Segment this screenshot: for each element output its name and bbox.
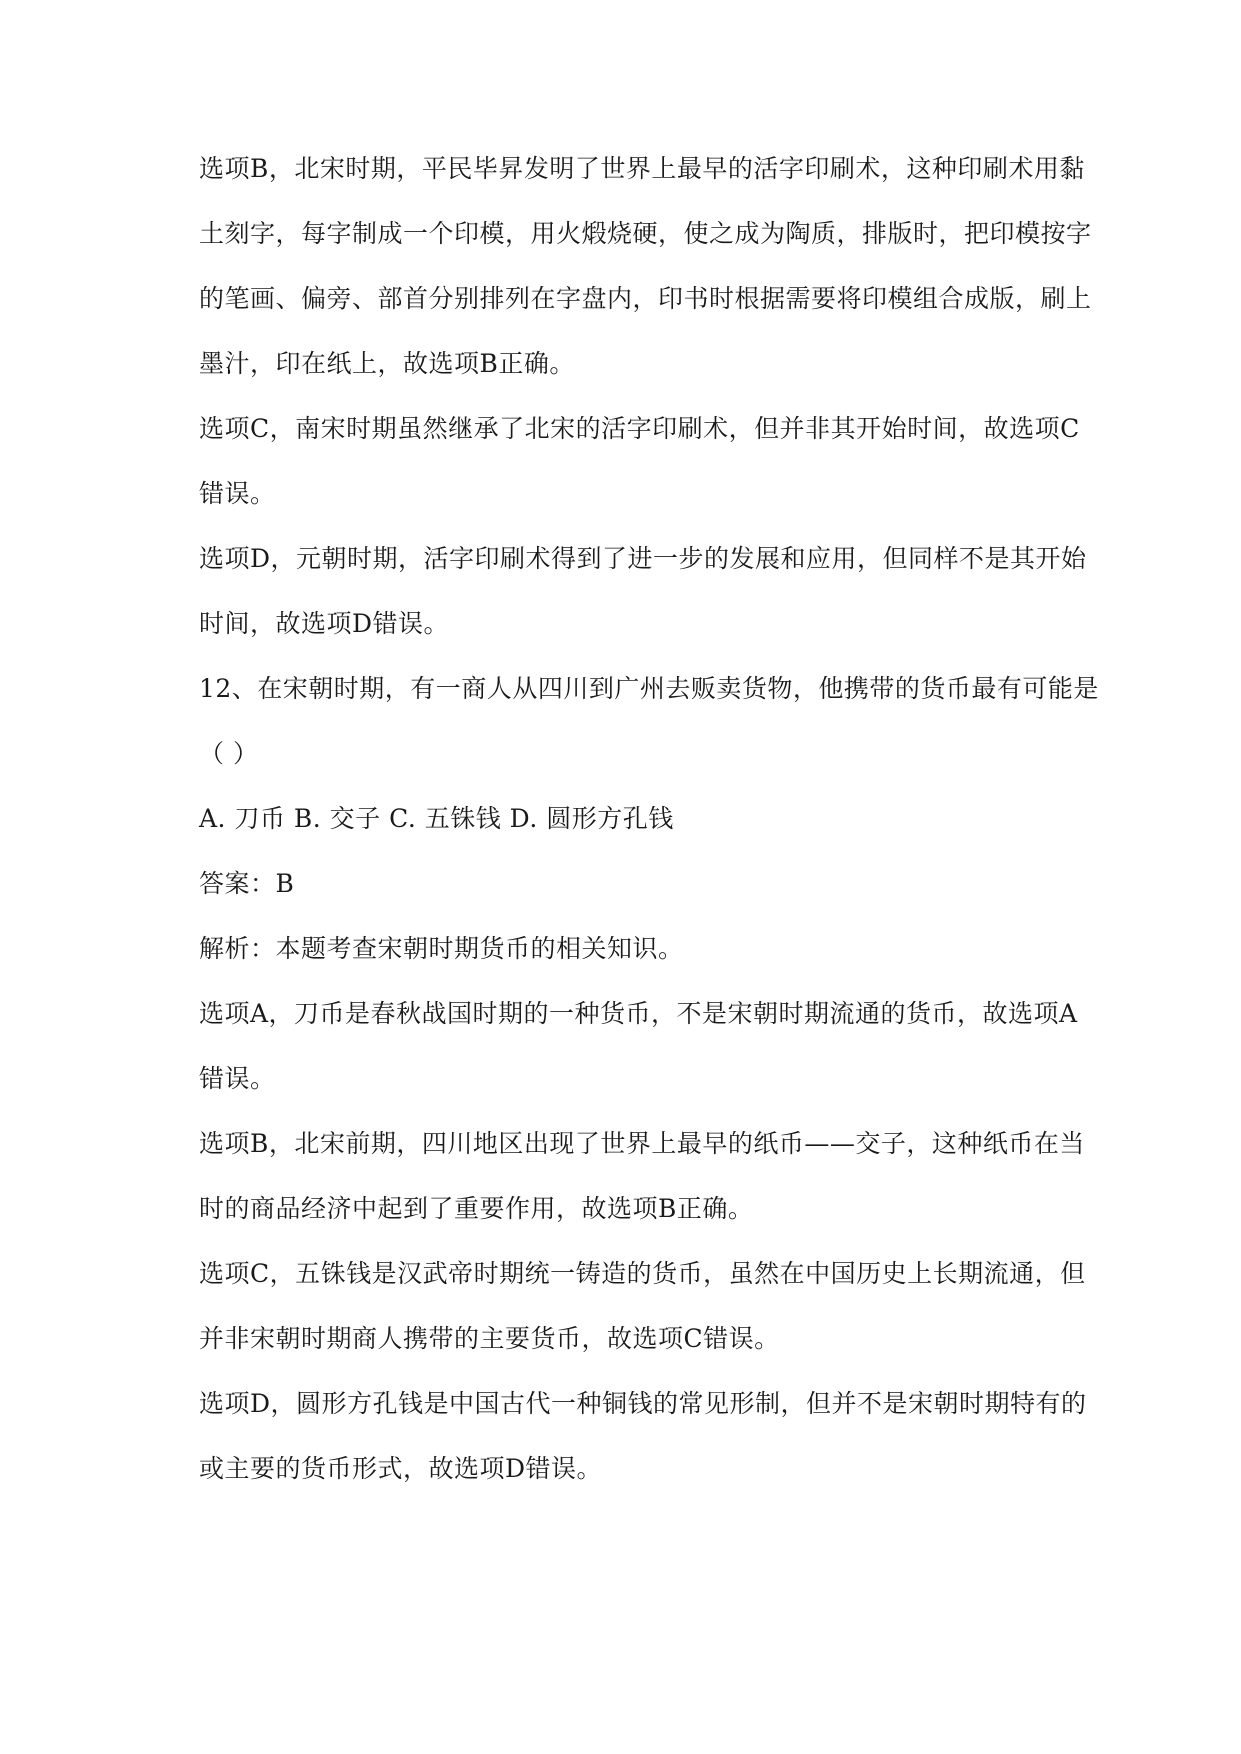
explanation-option-b: 选项B，北宋前期，四川地区出现了世界上最早的纸币——交子，这种纸币在当时的商品经济中起到了重要作用，故选项B正确。 [199, 1129, 1085, 1223]
explanation-option-d: 选项D，圆形方孔钱是中国古代一种铜钱的常见形制，但并不是宋朝时期特有的或主要的货币形式，故选项D错误。 [199, 1389, 1087, 1483]
explanation-option-c: 选项C，五铢钱是汉武帝时期统一铸造的货币，虽然在中国历史上长期流通，但并非宋朝时期商人携带的主要货币，故选项C错误。 [199, 1259, 1086, 1353]
paragraph-option-b-printing: 选项B，北宋时期，平民毕昇发明了世界上最早的活字印刷术，这种印刷术用黏土刻字，每字制成一个印模，用火煅烧硬，使之成为陶质，排版时，把印模按字的笔画、偏旁、部首分别排列在字盘内，印书时根据需要将印模组合成版，刷上墨汁，印在纸上，故选项B正确。 [199, 154, 1092, 378]
paragraph-option-c-printing: 选项C，南宋时期虽然继承了北宋的活字印刷术，但并非其开始时间，故选项C错误。 [199, 414, 1080, 508]
paragraph-option-d-printing: 选项D，元朝时期，活字印刷术得到了进一步的发展和应用，但同样不是其开始时间，故选项D错误。 [199, 544, 1087, 638]
document-body [199, 136, 1099, 1501]
question-answer: 答案：B [199, 869, 295, 898]
question-options: A. 刀币 B. 交子 C. 五铢钱 D. 圆形方孔钱 [199, 804, 674, 833]
explanation-option-a: 选项A，刀币是春秋战国时期的一种货币，不是宋朝时期流通的货币，故选项A错误。 [199, 999, 1078, 1093]
question-analysis: 解析：本题考查宋朝时期货币的相关知识。 [199, 934, 684, 963]
question-stem: 12、在宋朝时期，有一商人从四川到广州去贩卖货物，他携带的货币最有可能是（ ） [199, 674, 1099, 768]
